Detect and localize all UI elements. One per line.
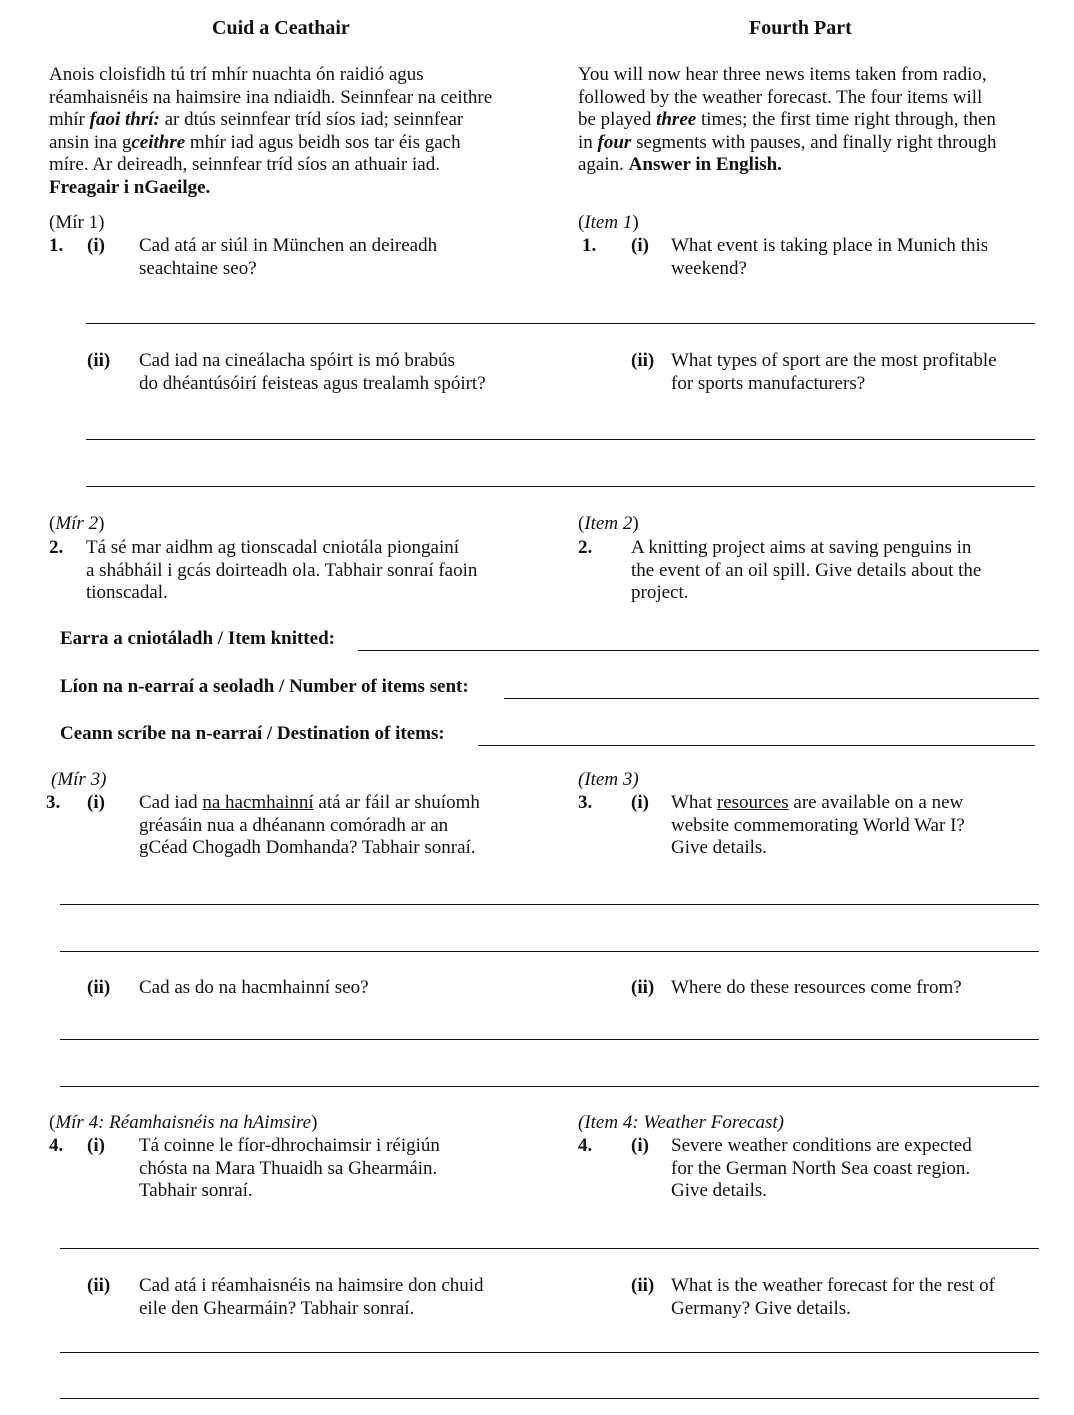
q4-ii-english-text: What is the weather forecast for the rest of Germany? Give details. [671, 1275, 995, 1319]
subquestion-ii-irish: (ii) [87, 977, 111, 998]
intro-irish-line: ansin ina gceithre mhír iad agus beidh sos tar éis gach [49, 131, 461, 153]
question-number-4-english: 4. [578, 1135, 593, 1156]
field-label-destination: Ceann scríbe na n-earraí / Destination of items: [60, 723, 445, 744]
item3-irish-label: (Mír 3) [51, 769, 107, 790]
destination-answer-line[interactable] [478, 745, 1035, 746]
item2-irish-label: (Mír 2) [49, 513, 105, 534]
subquestion-ii-irish: (ii) [87, 350, 111, 371]
q2-english-text: A knitting project aims at saving penguins in the event of an oil spill. Give details about the project. [631, 537, 982, 603]
answer-in-irish-instruction: Freagair i nGaeilge. [49, 176, 211, 198]
q3-ii-english-text: Where do these resources come from? [671, 977, 962, 998]
subquestion-ii-english: (ii) [631, 977, 655, 998]
subquestion-i-english: (i) [631, 792, 649, 813]
item1-english-label: (Item 1) [578, 212, 639, 233]
item1-irish-label: (Mír 1) [49, 212, 105, 233]
answer-line[interactable] [60, 951, 1039, 952]
answer-in-english-instruction: Answer in English. [628, 154, 782, 175]
question-number-1-english: 1. [582, 235, 597, 256]
question-number-2-irish: 2. [49, 537, 64, 558]
q1-i-irish-text: Cad atá ar siúl in München an deireadh seachtaine seo? [139, 235, 438, 279]
answer-line[interactable] [60, 1248, 1039, 1249]
intro-english-line: be played three times; the first time right through, then [578, 109, 996, 130]
q1-ii-irish-text: Cad iad na cineálacha spóirt is mó brabús do dhéantúsóirí feisteas agus trealamh spóirt? [139, 350, 486, 394]
answer-line[interactable] [86, 323, 1035, 324]
subquestion-ii-english: (ii) [631, 1275, 655, 1296]
q2-irish-text: Tá sé mar aidhm ag tionscadal cniotála piongainí a shábháil i gcás doirteadh ola. Tabhair sonraí faoin tionscadal. [86, 537, 478, 603]
question-number-3-english: 3. [578, 792, 593, 813]
q1-ii-english-text: What types of sport are the most profitable for sports manufacturers? [671, 350, 997, 394]
number-of-items-answer-line[interactable] [504, 698, 1039, 699]
item4-irish-label: (Mír 4: Réamhaisnéis na hAimsire) [49, 1112, 318, 1133]
intro-irish-line: míre. Ar deireadh, seinnfear tríd síos an athuair iad. [49, 154, 440, 175]
intro-irish-line: réamhaisnéis na haimsire ina ndiaidh. Seinnfear na ceithre [49, 86, 493, 108]
subquestion-i-english: (i) [631, 235, 649, 256]
intro-english [578, 64, 997, 177]
question-number-3-irish: 3. [46, 792, 61, 813]
answer-line[interactable] [86, 486, 1035, 487]
item4-english-label: (Item 4: Weather Forecast) [578, 1112, 784, 1133]
field-label-number-of-items: Líon na n-earraí a seoladh / Number of items sent: [60, 676, 469, 697]
item3-english-label: (Item 3) [578, 769, 639, 790]
question-number-4-irish: 4. [49, 1135, 64, 1156]
intro-english-line: again. Answer in English. [578, 154, 782, 175]
intro-english-line: followed by the weather forecast. The four items will [578, 86, 983, 108]
english-part-title: Fourth Part [749, 17, 852, 39]
subquestion-i-irish: (i) [87, 792, 105, 813]
q4-i-irish-text: Tá coinne le fíor-dhrochaimsir i réigiún chósta na Mara Thuaidh sa Ghearmáin. Tabhair sonraí. [139, 1135, 440, 1201]
answer-line[interactable] [60, 1039, 1039, 1040]
answer-line[interactable] [60, 1398, 1039, 1399]
answer-line[interactable] [60, 1352, 1039, 1353]
answer-line[interactable] [60, 904, 1039, 905]
item2-english-label: (Item 2) [578, 513, 639, 534]
intro-irish-line: mhír faoi thrí: ar dtús seinnfear tríd síos iad; seinnfear [49, 109, 464, 130]
q4-ii-irish-text: Cad atá i réamhaisnéis na haimsire don chuid eile den Ghearmáin? Tabhair sonraí. [139, 1275, 484, 1319]
answer-line[interactable] [86, 439, 1035, 440]
subquestion-ii-english: (ii) [631, 350, 655, 371]
q3-i-english-text: What resources are available on a new website commemorating World War I? Give details. [671, 792, 965, 858]
q3-ii-irish-text: Cad as do na hacmhainní seo? [139, 977, 369, 998]
subquestion-ii-irish: (ii) [87, 1275, 111, 1296]
question-number-1-irish: 1. [49, 235, 64, 256]
item-knitted-answer-line[interactable] [358, 650, 1039, 651]
field-label-item-knitted: Earra a cniotáladh / Item knitted: [60, 628, 335, 649]
question-number-2-english: 2. [578, 537, 593, 558]
intro-irish-line: Anois cloisfidh tú trí mhír nuachta ón raidió agus [49, 64, 424, 85]
irish-part-title: Cuid a Ceathair [212, 17, 350, 39]
subquestion-i-irish: (i) [87, 235, 105, 256]
intro-english-line: You will now hear three news items taken from radio, [578, 64, 987, 85]
q4-i-english-text: Severe weather conditions are expected for the German North Sea coast region. Give details. [671, 1135, 972, 1201]
intro-irish [49, 64, 492, 199]
q3-i-irish-text: Cad iad na hacmhainní atá ar fáil ar shuíomh gréasáin nua a dhéanann comóradh ar an gCéad Chogadh Domhanda? Tabhair sonraí. [139, 792, 480, 858]
answer-line[interactable] [60, 1086, 1039, 1087]
subquestion-i-english: (i) [631, 1135, 649, 1156]
subquestion-i-irish: (i) [87, 1135, 105, 1156]
q1-i-english-text: What event is taking place in Munich this weekend? [671, 235, 989, 279]
intro-english-line: in four segments with pauses, and finally right through [578, 131, 997, 153]
